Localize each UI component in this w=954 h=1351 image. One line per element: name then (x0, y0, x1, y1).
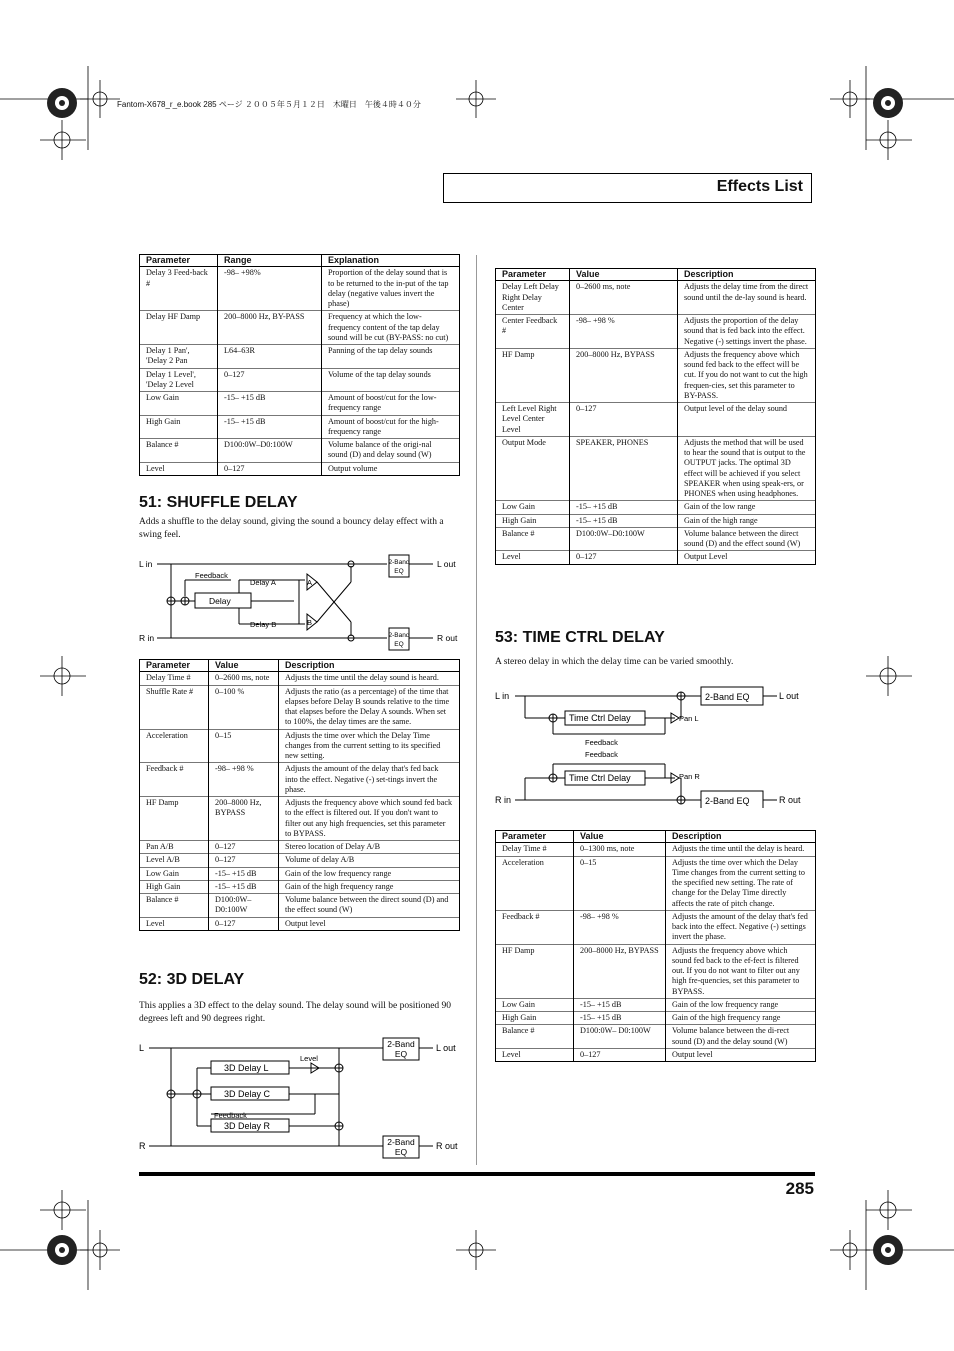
table-cell: 0–2600 ms, note (209, 672, 279, 685)
eq-l-line1: 2-Band (387, 1039, 415, 1049)
section-heading-3d: 52: 3D DELAY (139, 971, 245, 988)
l-out-label: L out (437, 559, 456, 569)
table-cell: Level A/B (140, 854, 209, 867)
table-row (496, 403, 816, 437)
table-cell: Volume balance between the di-rect sound (D) and the delay sound (W) (666, 1025, 816, 1049)
l-out-label: L out (779, 691, 799, 701)
eq-label-l: 2-Band EQ (705, 692, 750, 702)
section-title: Effects List (716, 178, 803, 195)
table-row (140, 841, 460, 854)
time-ctrl-delay-parameter-table (495, 830, 816, 1062)
table-row (496, 998, 816, 1011)
section-heading-time-ctrl: 53: TIME CTRL DELAY (495, 629, 665, 646)
l-in-label: L in (139, 559, 153, 569)
shuffle-delay-diagram (139, 552, 469, 652)
r-out-label: R out (437, 633, 458, 643)
table-row (496, 551, 816, 564)
table-cell: Gain of the high frequency range (279, 880, 460, 893)
3d-delay-description: This applies a 3D effect to the delay sound. The delay sound will be positioned 90 degrees left and 90 degrees right. (139, 1001, 452, 1024)
table-cell: Feedback # (496, 910, 574, 944)
column-header: Description (666, 831, 816, 843)
table-cell: Output volume (322, 462, 460, 475)
table-row (496, 281, 816, 315)
table-cell: Delay 1 Level', 'Delay 2 Level (140, 368, 218, 392)
table-cell: Panning of the tap delay sounds (322, 345, 460, 369)
table-row (140, 854, 460, 867)
table-cell: Adjusts the time until the delay sound is heard. (279, 672, 460, 685)
table-cell: Volume of delay A/B (279, 854, 460, 867)
pan-l-label: Pan L (679, 714, 699, 723)
table-cell: Gain of the low frequency range (666, 998, 816, 1011)
table-cell: Output level (279, 917, 460, 930)
delay-a-label: Delay A (250, 578, 276, 587)
3d-delay-l-label: 3D Delay L (224, 1063, 269, 1073)
table-cell: Gain of the high range (678, 514, 816, 527)
shuffle-description: Adds a shuffle to the delay sound, giving the sound a bouncy delay effect with a swing feel. (139, 517, 444, 540)
table-cell: Shuffle Rate # (140, 685, 209, 729)
3d-delay-r-label: 3D Delay R (224, 1121, 271, 1131)
feedback-label-l: Feedback (585, 738, 618, 747)
table-cell: -15– +15 dB (574, 998, 666, 1011)
file-info-header: Fantom-X678_r_e.book 285 ページ ２００５年５月１２日 木曜日 午後４時４０分 (117, 100, 421, 109)
table-cell: 200–8000 Hz, BYPASS (209, 797, 279, 841)
table-cell: 0–15 (574, 856, 666, 910)
time-ctrl-delay-diagram (495, 684, 825, 808)
l-out-label: L out (436, 1043, 456, 1053)
table-cell: Balance # (496, 1025, 574, 1049)
table-row (140, 462, 460, 475)
table-cell: 0–127 (218, 462, 322, 475)
table-row (140, 672, 460, 685)
table-row (496, 501, 816, 514)
column-header: Description (678, 269, 816, 281)
table-row (140, 345, 460, 369)
table-row (496, 1048, 816, 1061)
table-cell: High Gain (496, 514, 570, 527)
table-cell: 0–127 (209, 841, 279, 854)
eq-top-line1: 2-Band (388, 559, 410, 566)
table-row (496, 910, 816, 944)
table-cell: -15– +15 dB (570, 514, 678, 527)
table-row (140, 439, 460, 463)
table-cell: 0–1300 ms, note (574, 843, 666, 856)
table-cell: Frequency at which the low-frequency content of the tap delay sound will be cut (BY-PASS: no cut) (322, 311, 460, 345)
table-cell: 200–8000 Hz, BY-PASS (218, 311, 322, 345)
table-row (496, 856, 816, 910)
table-cell: Adjusts the method that will be used to hear the sound that is output to the OUTPUT jacks. The optimal 3D effect will be achieved if you select SPEAKER when using speak-ers, or PHONES when using headphones. (678, 436, 816, 501)
table-row (496, 527, 816, 551)
table-cell: 0–127 (570, 403, 678, 437)
feedback-label: Feedback (195, 571, 228, 580)
table-cell: Gain of the low frequency range (279, 867, 460, 880)
feedback-label: Feedback (214, 1111, 247, 1120)
table-cell: Adjusts the frequency above which sound fed back to the effect is filtered out. If you don't want to filter out any high frequencies, set this parameter to BYPASS. (279, 797, 460, 841)
table-cell: Balance # (140, 439, 218, 463)
table-header-row (140, 255, 460, 267)
3d-delay-c-label: 3D Delay C (224, 1089, 271, 1099)
table-cell: 0–2600 ms, note (570, 281, 678, 315)
column-header: Parameter (496, 269, 570, 281)
table-row (496, 348, 816, 402)
table-cell: Volume balance between the direct sound (D) and the effect sound (W) (279, 894, 460, 918)
time-ctrl-delay-label-r: Time Ctrl Delay (569, 773, 631, 783)
table-cell: 0–127 (570, 551, 678, 564)
table-row (140, 763, 460, 797)
table-cell: 200–8000 Hz, BYPASS (570, 348, 678, 402)
eq-label-r: 2-Band EQ (705, 796, 750, 806)
column-header: Description (279, 660, 460, 672)
r-in-label: R in (495, 795, 512, 805)
l-in-label: L in (495, 691, 510, 701)
table-row (140, 311, 460, 345)
table-cell: Output Mode (496, 436, 570, 501)
table-cell: Amount of boost/cut for the high-frequency range (322, 415, 460, 439)
eq-top-line2: EQ (394, 568, 404, 575)
eq-bottom-line2: EQ (394, 641, 404, 648)
table-row (140, 415, 460, 439)
l-label: L (139, 1043, 145, 1053)
table-cell: Output level (666, 1048, 816, 1061)
table-cell: Volume balance of the origi-nal sound (D) and delay sound (W) (322, 439, 460, 463)
table-cell: SPEAKER, PHONES (570, 436, 678, 501)
table-cell: Low Gain (496, 998, 574, 1011)
table-row (496, 1012, 816, 1025)
eq-r-line1: 2-Band (387, 1137, 415, 1147)
table-cell: Adjusts the time over which the Delay Time changes from the current setting to its specified new setting. (279, 729, 460, 763)
delay-label: Delay (209, 596, 231, 606)
table-cell: D100:0W– D0:100W (574, 1025, 666, 1049)
table-cell: 0–127 (209, 917, 279, 930)
table-cell: High Gain (140, 415, 218, 439)
table-cell: High Gain (496, 1012, 574, 1025)
column-header: Range (218, 255, 322, 267)
column-header: Parameter (140, 660, 209, 672)
table-cell: 0–15 (209, 729, 279, 763)
table-cell: Low Gain (140, 392, 218, 416)
table-cell: HF Damp (496, 944, 574, 998)
table-cell: HF Damp (496, 348, 570, 402)
table-row (140, 867, 460, 880)
table-cell: Delay Left Delay Right Delay Center (496, 281, 570, 315)
table-row (140, 917, 460, 930)
column-header: Value (570, 269, 678, 281)
table-header-row (496, 831, 816, 843)
table-cell: Left Level Right Level Center Level (496, 403, 570, 437)
table-cell: L64–63R (218, 345, 322, 369)
table-cell: -15– +15 dB (218, 415, 322, 439)
column-header: Value (209, 660, 279, 672)
table-cell: 200–8000 Hz, BYPASS (574, 944, 666, 998)
level-label: Level (300, 1054, 318, 1063)
time-ctrl-description: A stereo delay in which the delay time can be varied smoothly. (495, 657, 734, 667)
column-header: Parameter (140, 255, 218, 267)
table-cell: D100:0W– D0:100W (209, 894, 279, 918)
eq-r-line2: EQ (394, 1147, 408, 1157)
table-cell: Output level of the delay sound (678, 403, 816, 437)
table-row (140, 392, 460, 416)
table-cell: Adjusts the amount of the delay that's fed back into the effect. Negative (-) settings invert the phase. (666, 910, 816, 944)
r-in-label: R in (139, 633, 155, 643)
table-cell: Adjusts the amount of the delay that's fed back into the effect. Negative (-) set-tings invert the phase. (279, 763, 460, 797)
table-cell: -15– +15 dB (574, 1012, 666, 1025)
table-cell: -15– +15 dB (209, 880, 279, 893)
table-cell: D100:0W–D0:100W (570, 527, 678, 551)
table-row (496, 843, 816, 856)
table-cell: -98– +98 % (209, 763, 279, 797)
table-cell: Volume balance between the direct sound (D) and the effect sound (W) (678, 527, 816, 551)
table-header-row (140, 660, 460, 672)
table-cell: Delay 3 Feed-back # (140, 267, 218, 311)
table-cell: Center Feedback # (496, 315, 570, 349)
table-cell: Output Level (678, 551, 816, 564)
table-row (140, 797, 460, 841)
table-cell: Adjusts the time until the delay is heard. (666, 843, 816, 856)
table-row (140, 267, 460, 311)
table-cell: Level (496, 1048, 574, 1061)
table-cell: Volume of the tap delay sounds (322, 368, 460, 392)
table-cell: -98– +98 % (570, 315, 678, 349)
time-ctrl-delay-label-l: Time Ctrl Delay (569, 713, 631, 723)
table-cell: Adjusts the delay time from the direct sound until the de-lay sound is heard. (678, 281, 816, 315)
table-cell: Proportion of the delay sound that is to be returned to the in-put of the tap delay (negative values invert the phase) (322, 267, 460, 311)
table-row (140, 685, 460, 729)
a-label: A (307, 578, 313, 587)
table-cell: Feedback # (140, 763, 209, 797)
table-cell: D100:0W–D0:100W (218, 439, 322, 463)
table-cell: Level (140, 917, 209, 930)
shuffle-delay-parameter-table (139, 659, 460, 931)
table-cell: Delay Time # (140, 672, 209, 685)
table-cell: Acceleration (140, 729, 209, 763)
table-cell: -15– +15 dB (570, 501, 678, 514)
column-divider (476, 255, 477, 1165)
table-cell: Delay Time # (496, 843, 574, 856)
table-row (496, 514, 816, 527)
table-row (140, 729, 460, 763)
r-out-label: R out (779, 795, 801, 805)
table-cell: Acceleration (496, 856, 574, 910)
table-header-row (496, 269, 816, 281)
eq-bottom-line1: 2-Band (388, 632, 410, 639)
column-header: Parameter (496, 831, 574, 843)
r-out-label: R out (436, 1141, 458, 1151)
table-cell: 0–127 (218, 368, 322, 392)
table-cell: -98– +98% (218, 267, 322, 311)
table-cell: Low Gain (140, 867, 209, 880)
table-cell: Adjusts the frequency above which sound fed back to the ef-fect is filtered out. If you do not want to filter out any high fre-quencies, set this parameter to BYPASS. (666, 944, 816, 998)
table-row (140, 368, 460, 392)
table-cell: High Gain (140, 880, 209, 893)
delay-b-label: Delay B (250, 620, 277, 629)
table-cell: Adjusts the frequency above which sound fed back to the effect will be cut. If you do not want to cut the high frequen-cies, set this parameter to BY-PASS. (678, 348, 816, 402)
table-cell: Amount of boost/cut for the low-frequency range (322, 392, 460, 416)
table-cell: -15– +15 dB (218, 392, 322, 416)
table-cell: Low Gain (496, 501, 570, 514)
pan-r-label: Pan R (679, 772, 700, 781)
table-cell: Level (496, 551, 570, 564)
table-cell: Pan A/B (140, 841, 209, 854)
table-cell: Stereo location of Delay A/B (279, 841, 460, 854)
table-cell: Gain of the high frequency range (666, 1012, 816, 1025)
table-cell: Gain of the low range (678, 501, 816, 514)
column-header: Value (574, 831, 666, 843)
section-title-box (443, 173, 812, 203)
table-cell: 0–127 (209, 854, 279, 867)
table-cell: Adjusts the ratio (as a percentage) of the time that elapses before Delay B sounds relative to the time that elapses before the Delay A sounds. When set to 100%, the delay times are the same. (279, 685, 460, 729)
section-heading-shuffle: 51: SHUFFLE DELAY (139, 494, 298, 511)
eq-l-line2: EQ (394, 1049, 408, 1059)
table-cell: Adjusts the time over which the Delay Time changes from the current setting to the specified new setting. The rate of change for the Delay Time directly affects the rate of pitch change. (666, 856, 816, 910)
footer-rule (139, 1172, 815, 1176)
b-label: B (307, 618, 313, 627)
table-cell: 0–127 (574, 1048, 666, 1061)
table-cell: Balance # (496, 527, 570, 551)
table-row (496, 944, 816, 998)
table-row (140, 894, 460, 918)
tap-delay-parameter-table (139, 254, 460, 476)
table-cell: Delay HF Damp (140, 311, 218, 345)
feedback-label-r: Feedback (585, 750, 618, 759)
table-row (496, 436, 816, 501)
table-cell: Balance # (140, 894, 209, 918)
page-number: 285 (785, 1179, 814, 1198)
table-row (496, 315, 816, 349)
table-cell: Level (140, 462, 218, 475)
table-cell: HF Damp (140, 797, 209, 841)
table-cell: -15– +15 dB (209, 867, 279, 880)
table-cell: Adjusts the proportion of the delay sound that is fed back into the effect. Negative (-) settings invert the phase. (678, 315, 816, 349)
table-row (140, 880, 460, 893)
table-cell: -98– +98 % (574, 910, 666, 944)
3d-delay-diagram (139, 1036, 469, 1162)
table-cell: 0–100 % (209, 685, 279, 729)
column-header: Explanation (322, 255, 460, 267)
r-label: R (139, 1141, 146, 1151)
table-cell: Delay 1 Pan', 'Delay 2 Pan (140, 345, 218, 369)
table-row (496, 1025, 816, 1049)
3d-delay-parameter-table (495, 268, 816, 565)
